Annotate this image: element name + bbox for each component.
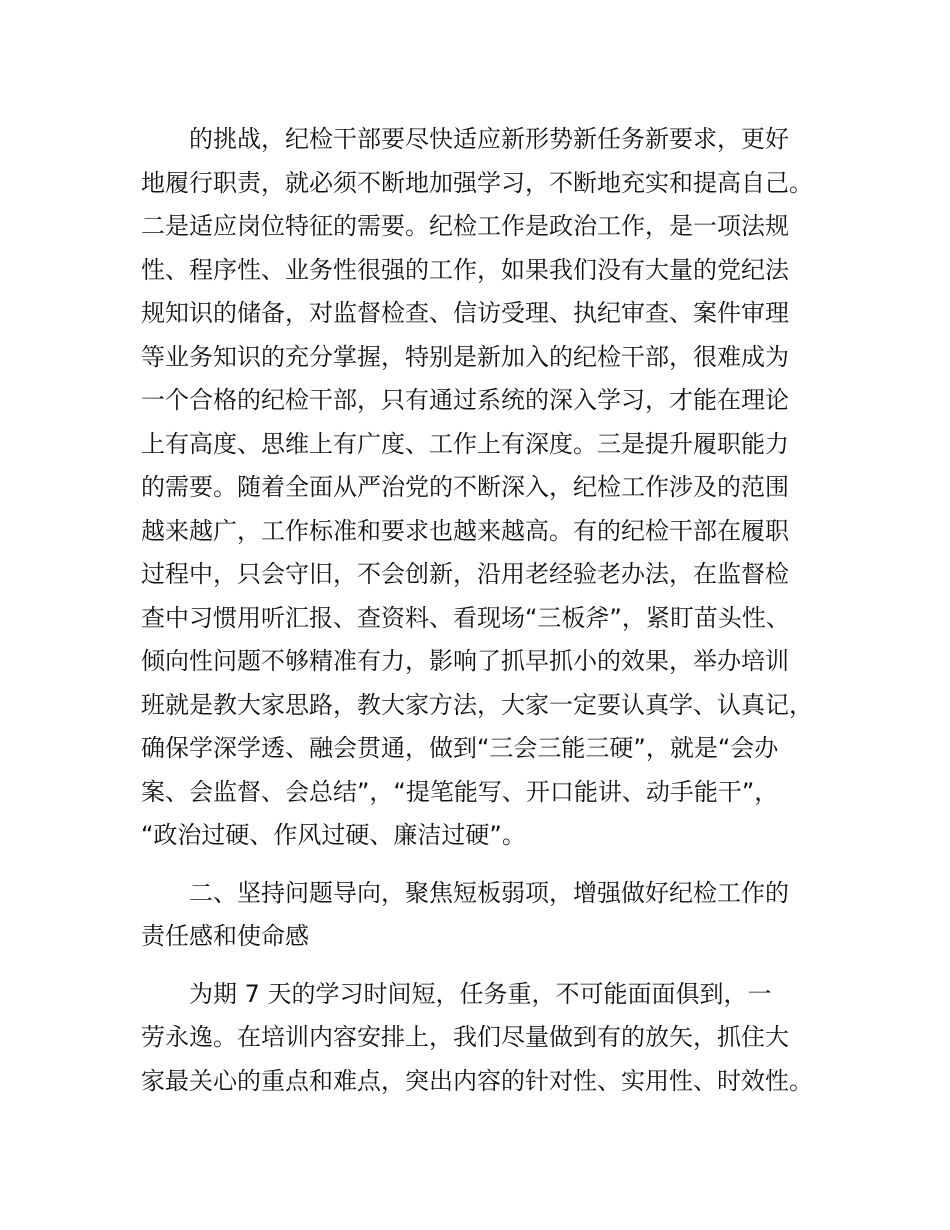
paragraph-line: 地履行职责，就必须不断地加强学习，不断地充实和提高自己。: [141, 168, 813, 197]
paragraph-line: 的需要。随着全面从严治党的不断深入，纪检工作涉及的范围: [141, 473, 789, 501]
paragraph-line: 倾向性问题不够精准有力，影响了抓早抓小的效果，举办培训: [141, 647, 789, 675]
paragraph-1: [141, 118, 831, 858]
paragraph-line: 案、会监督、会总结”，“提笔能写、开口能讲、动手能干”，: [141, 777, 779, 806]
heading-line: 责任感和使命感: [141, 922, 309, 950]
paragraph-line: 过程中，只会守旧，不会创新，沿用老经验老办法，在监督检: [141, 560, 789, 588]
paragraph-line: 确保学深学透、融会贯通，做到“三会三能三硬”，就是“会办: [141, 734, 779, 762]
document-body: [141, 118, 831, 1103]
paragraph-line: 越来越广，工作标准和要求也越来越高。有的纪检干部在履职: [141, 516, 789, 545]
paragraph-line: “政治过硬、作风过硬、廉洁过硬”。: [141, 821, 526, 849]
paragraph-line: 劳永逸。在培训内容安排上，我们尽量做到有的放矢，抓住大: [141, 1023, 789, 1051]
paragraph-line: 查中习惯用听汇报、查资料、看现场“三板斧”，紧盯苗头性、: [141, 603, 790, 632]
paragraph-line: 家最关心的重点和难点，突出内容的针对性、实用性、时效性。: [141, 1066, 813, 1095]
paragraph-line: 一个合格的纪检干部，只有通过系统的深入学习，才能在理论: [141, 386, 789, 414]
paragraph-line: 二是适应岗位特征的需要。纪检工作是政治工作，是一项法规: [141, 212, 789, 240]
paragraph-line: 为期 7 天的学习时间短，任务重，不可能面面俱到，一: [189, 979, 772, 1008]
paragraph-line: 的挑战，纪检干部要尽快适应新形势新任务新要求，更好: [189, 125, 789, 153]
section-heading: [141, 872, 831, 959]
paragraph-line: 上有高度、思维上有广度、工作上有深度。三是提升履职能力: [141, 429, 789, 458]
paragraph-line: 班就是教大家思路，教大家方法，大家一定要认真学、认真记，: [141, 690, 813, 719]
paragraph-3: [141, 973, 831, 1104]
paragraph-line: 规知识的储备，对监督检查、信访受理、执纪审查、案件审理: [141, 299, 789, 327]
paragraph-line: 性、程序性、业务性很强的工作，如果我们没有大量的党纪法: [141, 255, 789, 284]
heading-line: 二、坚持问题导向，聚焦短板弱项，增强做好纪检工作的: [189, 878, 789, 907]
paragraph-line: 等业务知识的充分掌握，特别是新加入的纪检干部，很难成为: [141, 342, 789, 371]
